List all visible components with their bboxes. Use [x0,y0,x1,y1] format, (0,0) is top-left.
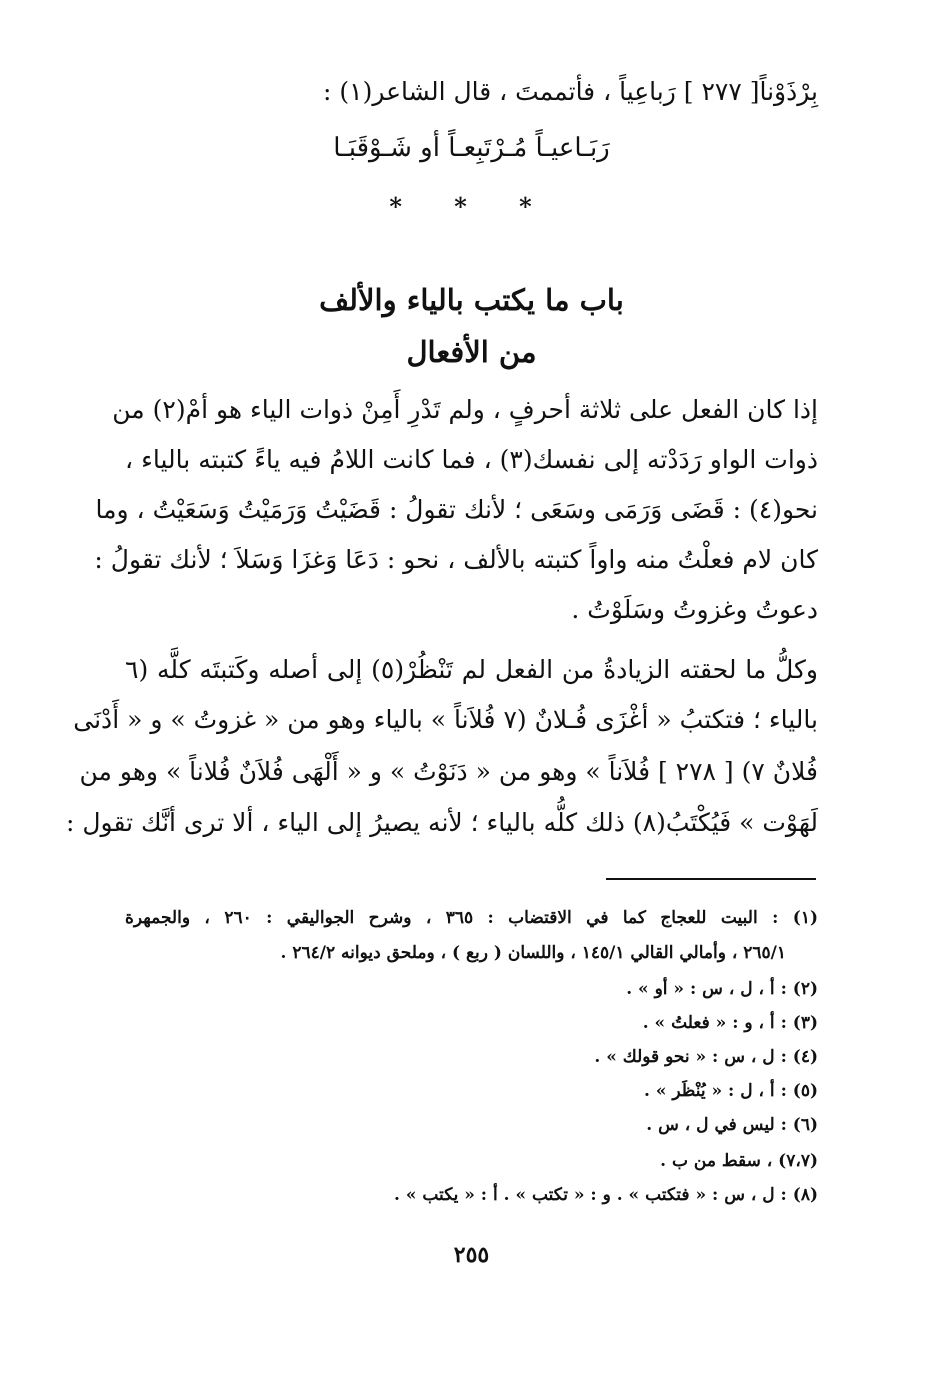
paragraph-line: نحو(٤) : قَضَى وَرَمَى وسَعَى ؛ لأنك تقولُ : قَضَيْتُ وَرَمَيْتُ وَسَعَيْتُ ، وما [95,495,818,524]
paragraph-line: وكلُّ ما لحقته الزيادةُ من الفعل لم تَنْظُرْ(٥) إلى أصله وكَتبتَه كلَّه (٦ [125,655,818,684]
paragraph-line: ذوات الواو رَدَدْته إلى نفسك(٣) ، فما كانت اللامُ فيه ياءً كتبته بالياء ، [125,445,818,474]
footnote-line: (٤) : ل ، س : « نحو قولك » . [594,1047,818,1067]
poem-verse: رَبَـاعيـاً مُـرْتَبِعـاً أو شَـوْقَبَـا [333,133,610,163]
footnote-divider [606,878,816,880]
footnote-line: (١) : البيت للعجاج كما في الاقتضاب : ٣٦٥ ، وشرح الجواليقي : ٢٦٠ ، والجمهرة [125,908,818,928]
paragraph-line: فُلانٌ ٧) [ ٢٧٨ ] فُلاَناً » وهو من « دَنَوْتُ » و « أَلْهَى فُلاَنٌ فُلاناً » وهو من [79,757,818,786]
paragraph-line: بالياء ؛ فتكتبُ « أغْزَى فُـلانٌ (٧ فُلاَناً » بالياء وهو من « غزوتُ » و « أَدْنَى [73,705,818,734]
section-separator: * * * [389,192,554,221]
footnote-line: (٢) : أ ، ل ، س : « أو » . [626,979,818,999]
footnote-line: (٥) : أ ، ل : « يُنْظَر » . [644,1081,818,1101]
paragraph-line: لَهَوْت » فَيُكْتَبُ(٨) ذلك كلُّه بالياء ؛ لأنه يصيرُ إلى الياء ، ألا ترى أنَّك تقول : [66,808,818,837]
chapter-title: باب ما يكتب بالياء والألف [319,283,624,317]
footnote-line: (٨) : ل ، س : « فتكتب » . و : « تكتب » . أ : « يكتب » . [393,1185,818,1205]
footnote-line: (٣) : أ ، و : « فعلتُ » . [642,1013,818,1033]
footnote-line: (٦) : ليس في ل ، س . [646,1115,818,1135]
footnote-line: ٢٦٥/١ ، وأمالي القالي ١٤٥/١ ، واللسان ( ربع ) ، وملحق ديوانه ٢٦٤/٢ . [280,943,786,963]
chapter-subtitle: من الأفعال [406,335,537,369]
paragraph-line: إذا كان الفعل على ثلاثة أحرفٍ ، ولم تَدْرِ أَمِنْ ذوات الياء هو أمْ(٢) من [112,395,818,424]
page-number: ٢٥٥ [453,1242,490,1268]
intro-line: بِرْذَوْناً[ ٢٧٧ ] رَباعِياً ، فأتممتَ ، قال الشاعر(١) : [323,77,818,106]
footnote-line: (٧،٧) ، سقط من ب . [660,1151,818,1171]
paragraph-line: كان لام فعلْتُ منه واواً كتبته بالألف ، نحو : دَعَا وَغزَا وَسَلاَ ؛ لأنك تقولُ : [94,545,818,574]
paragraph-line: دعوتُ وغزوتُ وسَلَوْتُ . [571,595,818,624]
